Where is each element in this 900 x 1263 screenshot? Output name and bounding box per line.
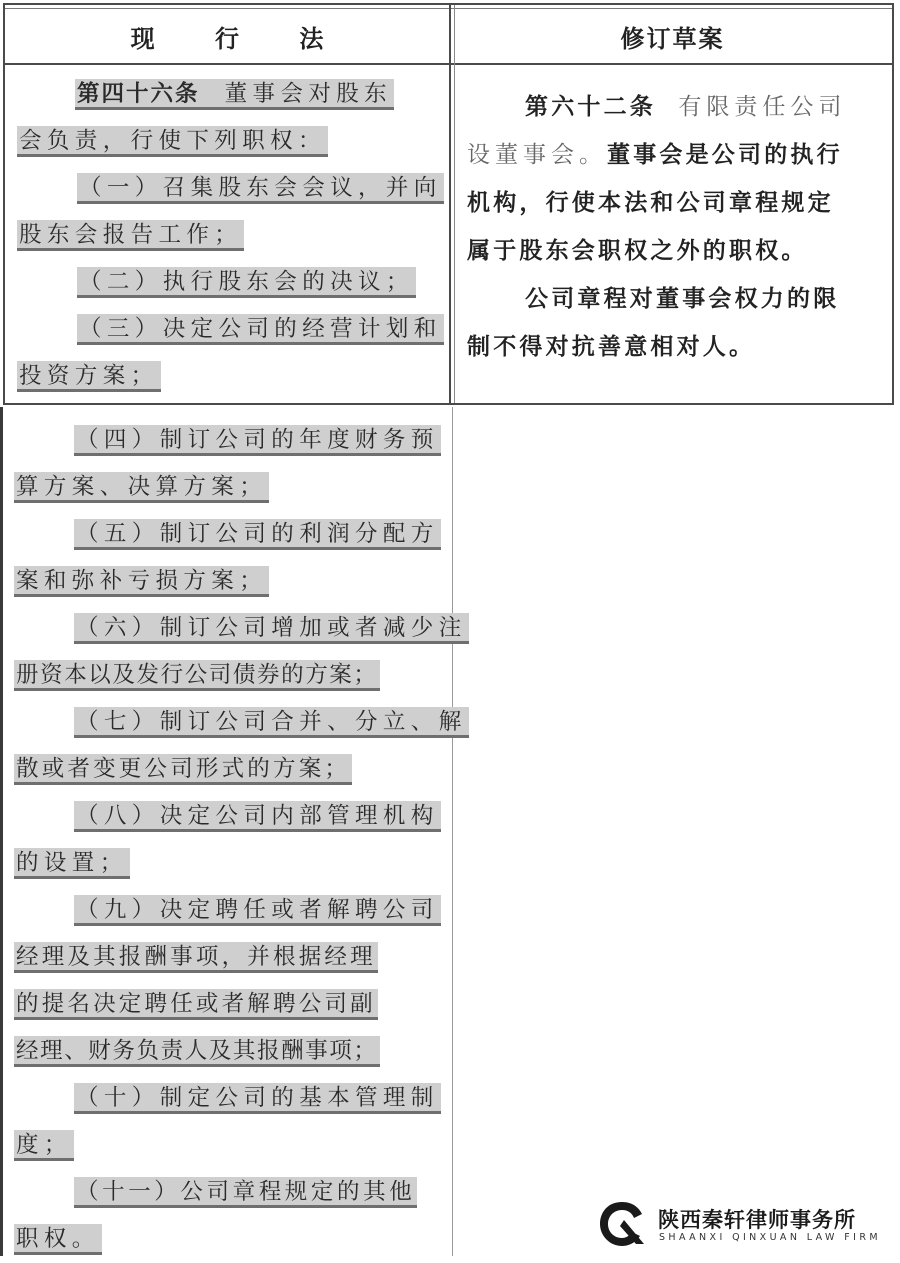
firm-name-cn: 陕西秦轩律师事务所 (658, 1208, 856, 1232)
header-draft: 修订草案 (620, 24, 725, 53)
text-line: 散或者变更公司形式的方案； (14, 746, 450, 793)
current-law-column-top (17, 71, 447, 400)
text-line: 会负责，行使下列职权： (17, 118, 447, 165)
text-line: 第六十二条 有限责任公司 (525, 94, 847, 120)
text-line: 制不得对抗善意相对人。 (467, 334, 756, 360)
text-line: 的设置； (14, 840, 450, 887)
current-law-column-bottom (14, 417, 467, 1263)
text-line: 册资本以及发行公司债券的方案； (14, 652, 450, 699)
text-line: 经理、财务负责人及其报酬事项； (14, 1028, 450, 1075)
text-line: 经理及其报酬事项，并根据经理 (14, 934, 450, 981)
text-line: 机构，行使本法和公司章程规定 (467, 190, 834, 216)
column-divider (449, 5, 451, 403)
text-line: 属于股东会职权之外的职权。 (467, 238, 808, 264)
header-current-law: 现 行 法 (130, 24, 350, 53)
text-line: （一）召集股东会会议，并向 (17, 165, 447, 212)
text-line: 设董事会。董事会是公司的执行 (467, 142, 843, 168)
text-line: 投资方案； (17, 353, 447, 400)
law-firm-logo (596, 1196, 896, 1252)
draft-column (467, 83, 892, 371)
article-number-current: 第四十六条 (77, 81, 200, 107)
text-line: 的提名决定聘任或者解聘公司副 (14, 981, 450, 1028)
lower-right-border (452, 407, 453, 1256)
text-line: （二）执行股东会的决议； (17, 259, 447, 306)
lower-left-border (0, 407, 3, 1256)
text-line: 第四十六条 董事会对股东 (17, 71, 447, 118)
text-line: （九）决定聘任或者解聘公司 (14, 887, 450, 934)
text-line: 股东会报告工作； (17, 212, 447, 259)
text-line: （十）制定公司的基本管理制 (14, 1075, 450, 1122)
text-line: （六）制订公司增加或者减少注 (14, 605, 450, 652)
article-number-draft: 第六十二条 (525, 94, 656, 120)
text-line: （五）制订公司的利润分配方 (14, 511, 450, 558)
text-line: （三）决定公司的经营计划和 (17, 306, 447, 353)
text-line: （十一）公司章程规定的其他 (14, 1169, 450, 1216)
text-line: （七）制订公司合并、分立、解 (14, 699, 450, 746)
comparison-table (3, 3, 894, 405)
text-line: 算方案、决算方案； (14, 464, 450, 511)
firm-logo-icon (596, 1198, 648, 1250)
text-line: 职权。 (14, 1216, 450, 1263)
firm-name-en: SHAANXI QINXUAN LAW FIRM (659, 1232, 881, 1243)
text-line: （八）决定公司内部管理机构 (14, 793, 450, 840)
text-line: 案和弥补亏损方案； (14, 558, 450, 605)
text-line: （四）制订公司的年度财务预 (14, 417, 450, 464)
text-line: 公司章程对董事会权力的限 (525, 286, 840, 312)
text-line: 度； (14, 1122, 450, 1169)
